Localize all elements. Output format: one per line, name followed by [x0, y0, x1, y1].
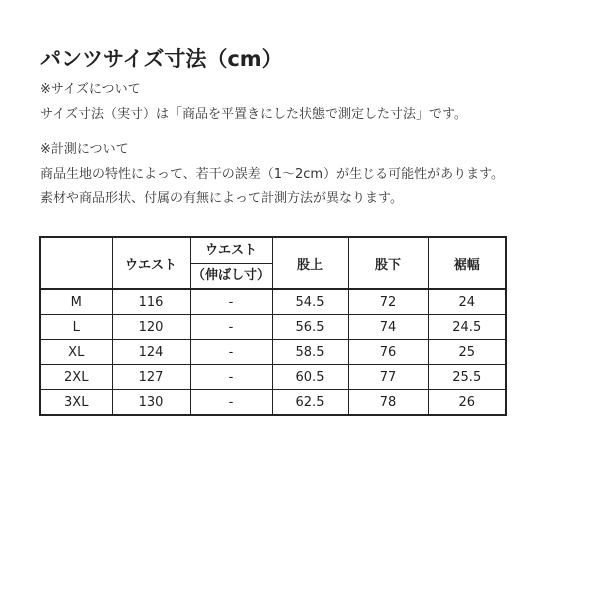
cell-waist: 120	[112, 315, 190, 340]
size-note-heading: ※サイズについて	[40, 82, 141, 97]
cell-waist: 127	[112, 365, 190, 390]
cell-waist: 124	[112, 340, 190, 365]
cell-inseam: 76	[348, 340, 428, 365]
cell-waist-stretched: -	[190, 340, 272, 365]
cell-inseam: 72	[348, 289, 428, 315]
size-note-text: サイズ寸法（実寸）は「商品を平置きにした状態で測定した寸法」です。	[40, 107, 467, 122]
cell-size: L	[40, 315, 112, 340]
header-waist-stretched-top: ウエスト	[204, 242, 257, 258]
measure-note-text-1: 商品生地の特性によって、若干の誤差（1〜2cm）が生じる可能性があります。	[40, 167, 505, 182]
cell-inseam: 77	[348, 365, 428, 390]
table-row	[40, 315, 506, 340]
cell-hem: 25	[428, 340, 506, 365]
cell-rise: 60.5	[272, 365, 348, 390]
cell-waist-stretched: -	[190, 365, 272, 390]
cell-size: M	[40, 289, 112, 315]
cell-size: XL	[40, 340, 112, 365]
table-row	[40, 365, 506, 390]
cell-inseam: 74	[348, 315, 428, 340]
cell-rise: 58.5	[272, 340, 348, 365]
cell-hem: 26	[428, 390, 506, 416]
cell-waist-stretched: -	[190, 390, 272, 416]
header-waist: ウエスト	[112, 237, 190, 289]
cell-waist-stretched: -	[190, 315, 272, 340]
measure-note-heading: ※計測について	[40, 142, 129, 157]
size-table	[39, 236, 507, 416]
table-row	[40, 390, 506, 416]
header-rise: 股上	[272, 237, 348, 289]
measure-note-text-2: 素材や商品形状、付属の有無によって計測方法が異なります。	[40, 191, 403, 206]
header-hem: 裾幅	[428, 237, 506, 289]
header-size	[40, 237, 112, 289]
table-header-row	[40, 237, 506, 289]
cell-rise: 62.5	[272, 390, 348, 416]
cell-hem: 25.5	[428, 365, 506, 390]
header-waist-stretched-bottom: （伸ばし寸）	[191, 263, 272, 288]
header-inseam: 股下	[348, 237, 428, 289]
cell-hem: 24	[428, 289, 506, 315]
header-waist-stretched	[190, 237, 272, 289]
cell-rise: 56.5	[272, 315, 348, 340]
cell-waist: 116	[112, 289, 190, 315]
page-title: パンツサイズ寸法（cm）	[40, 47, 283, 71]
cell-size: 3XL	[40, 390, 112, 416]
cell-rise: 54.5	[272, 289, 348, 315]
cell-waist-stretched: -	[190, 289, 272, 315]
table-row	[40, 289, 506, 315]
table-row	[40, 340, 506, 365]
cell-size: 2XL	[40, 365, 112, 390]
cell-waist: 130	[112, 390, 190, 416]
cell-hem: 24.5	[428, 315, 506, 340]
cell-inseam: 78	[348, 390, 428, 416]
